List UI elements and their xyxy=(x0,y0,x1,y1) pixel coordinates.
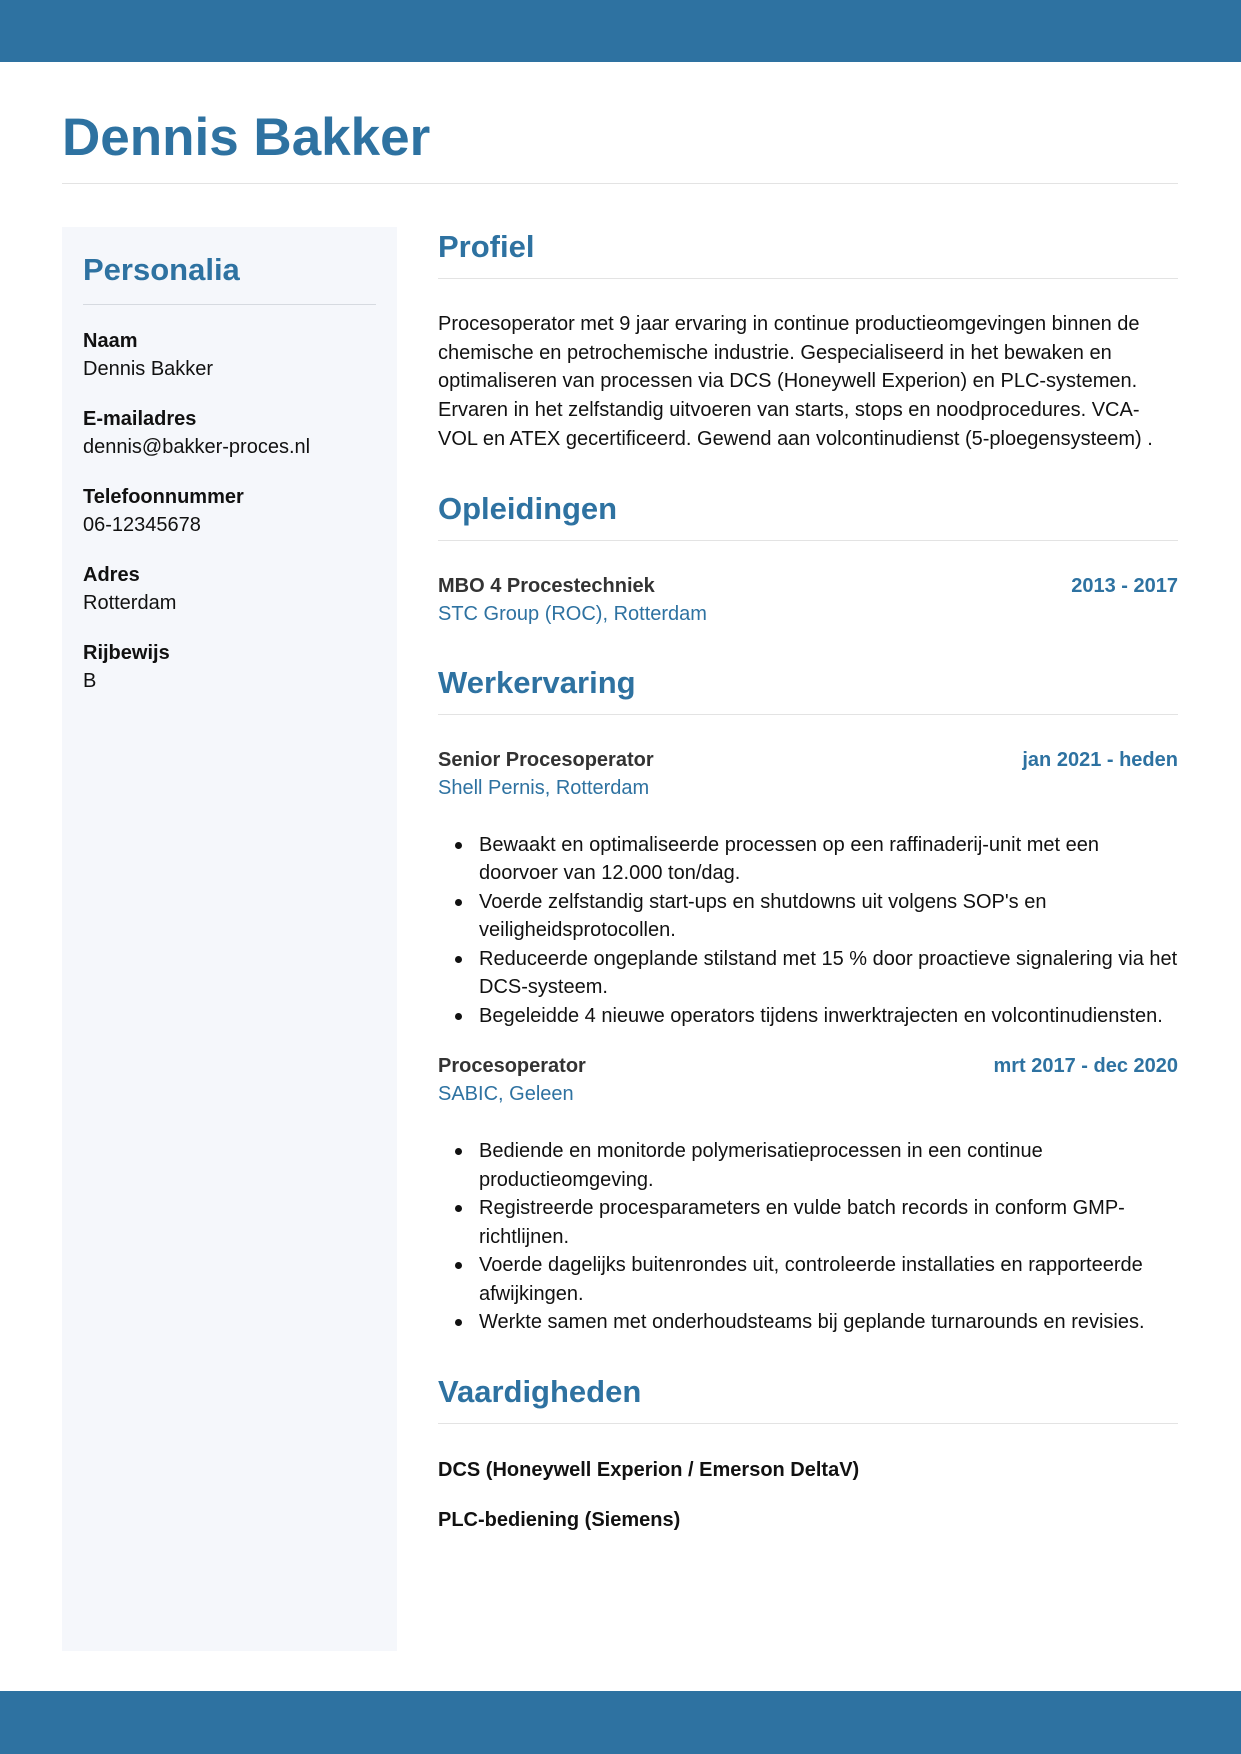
field-value: dennis@bakker-proces.nl xyxy=(83,436,311,458)
profile-section xyxy=(438,227,1178,454)
section-divider xyxy=(438,1423,1178,1424)
section-heading-education: Opleidingen xyxy=(438,490,618,526)
sidebar-divider xyxy=(83,304,376,305)
field-label: Adres xyxy=(83,564,140,586)
list-item: Bewaakt en optimaliseerde processen op een raffinaderij-unit met een doorvoer van 12.000 ton/dag. xyxy=(438,831,1178,888)
field-label: E-mailadres xyxy=(83,408,197,430)
candidate-name: Dennis Bakker xyxy=(62,108,431,167)
field-drivers-license xyxy=(83,639,376,695)
entry-header xyxy=(438,1052,1178,1080)
entry-date: jan 2021 - heden xyxy=(1022,748,1178,771)
education-entry xyxy=(438,572,1178,628)
list-item: Werkte samen met onderhoudsteams bij geplande turnarounds en revisies. xyxy=(438,1308,1178,1337)
job-bullets xyxy=(438,831,1178,1031)
section-heading-skills: Vaardigheden xyxy=(438,1373,642,1409)
field-value: Dennis Bakker xyxy=(83,358,214,380)
field-label: Telefoonnummer xyxy=(83,486,244,508)
education-section xyxy=(438,489,1178,628)
field-value: B xyxy=(83,670,97,692)
personal-fields xyxy=(83,327,376,695)
section-heading-profile: Profiel xyxy=(438,229,535,264)
entry-header xyxy=(438,572,1178,600)
top-accent-bar xyxy=(0,0,1241,62)
job-bullets xyxy=(438,1137,1178,1337)
skills-list xyxy=(438,1456,1178,1534)
field-name xyxy=(83,327,376,383)
field-label: Naam xyxy=(83,330,138,352)
entry-date: mrt 2017 - dec 2020 xyxy=(993,1055,1178,1078)
field-email xyxy=(83,405,376,461)
entry-title: Procesoperator xyxy=(438,1055,586,1078)
entry-organization: Shell Pernis, Rotterdam xyxy=(438,776,650,799)
section-heading-experience: Werkervaring xyxy=(438,664,636,700)
field-value: Rotterdam xyxy=(83,592,177,614)
field-address xyxy=(83,561,376,617)
field-label: Rijbewijs xyxy=(83,642,170,664)
section-divider xyxy=(438,540,1178,541)
list-item: Voerde dagelijks buitenrondes uit, controleerde installaties en rapporteerde afwijkingen. xyxy=(438,1251,1178,1308)
sidebar-heading: Personalia xyxy=(83,252,240,287)
section-divider xyxy=(438,714,1178,715)
list-item: Reduceerde ongeplande stilstand met 15 % door proactieve signalering via het DCS-systeem. xyxy=(438,945,1178,1002)
skill-item: DCS (Honeywell Experion / Emerson DeltaV) xyxy=(438,1458,860,1481)
skill-item: PLC-bediening (Siemens) xyxy=(438,1508,681,1531)
list-item: Registreerde procesparameters en vulde batch records in conform GMP-richtlijnen. xyxy=(438,1194,1178,1251)
header-divider xyxy=(62,183,1178,184)
bottom-accent-bar xyxy=(0,1691,1241,1754)
personal-details-sidebar xyxy=(62,227,397,1651)
entry-title: Senior Procesoperator xyxy=(438,748,654,771)
entry-header xyxy=(438,746,1178,774)
skills-section xyxy=(438,1372,1178,1534)
entry-organization: SABIC, Geleen xyxy=(438,1083,574,1106)
list-item: Bediende en monitorde polymerisatieprocessen in een continue productieomgeving. xyxy=(438,1137,1178,1194)
field-value: 06-12345678 xyxy=(83,514,201,536)
field-phone xyxy=(83,483,376,539)
section-divider xyxy=(438,278,1178,279)
experience-section xyxy=(438,663,1178,1337)
job-entry xyxy=(438,1052,1178,1337)
entry-title: MBO 4 Procestechniek xyxy=(438,574,655,597)
entry-organization: STC Group (ROC), Rotterdam xyxy=(438,602,707,625)
list-item: Begeleidde 4 nieuwe operators tijdens inwerktrajecten en volcontinudiensten. xyxy=(438,1002,1178,1031)
list-item: Voerde zelfstandig start-ups en shutdowns uit volgens SOP's en veiligheidsprotocollen. xyxy=(438,888,1178,945)
main-content xyxy=(438,227,1178,1534)
profile-summary: Procesoperator met 9 jaar ervaring in continue productieomgevingen binnen de chemische en petrochemische industrie. Gespecialiseerd in het bewaken en optimaliseren van processen via DCS (Honeywell Experion) en PLC-systemen. Ervaren in het zelfstandig uitvoeren van starts, stops en noodprocedures. VCA-VOL en ATEX gecertificeerd. Gewend aan volcontinudienst (5-ploegensysteem) . xyxy=(438,313,1153,450)
job-entry xyxy=(438,746,1178,1031)
entry-date: 2013 - 2017 xyxy=(1071,574,1178,597)
